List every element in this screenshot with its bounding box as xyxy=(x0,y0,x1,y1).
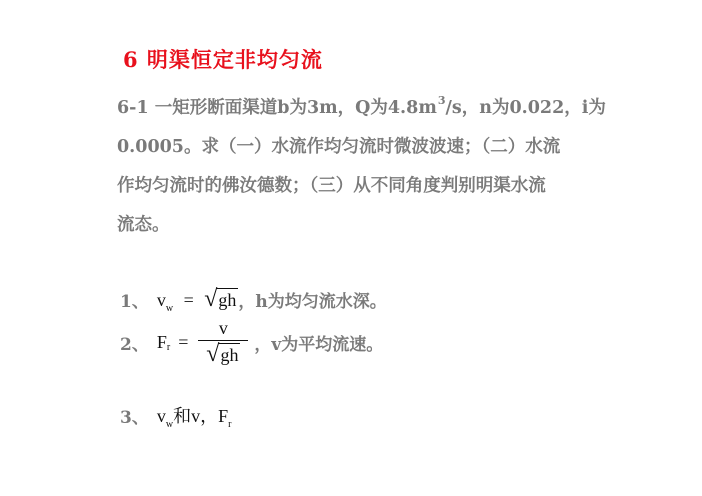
superscript-three: 3 xyxy=(437,94,446,107)
answer-3-formula xyxy=(157,402,232,428)
answer-1-number: 1、 xyxy=(120,292,149,312)
sqrt-gh xyxy=(204,288,238,311)
wave-speed-formula xyxy=(156,286,239,314)
formula-sub-r: r xyxy=(166,342,171,353)
answer-2-number: 2、 xyxy=(120,335,149,355)
fraction xyxy=(198,318,248,367)
answer-3 xyxy=(120,402,231,428)
problem-line-1-post: /s，n为0.022，i为 xyxy=(445,98,606,118)
formula-sub-w: w xyxy=(165,419,174,430)
formula-var-f: F xyxy=(156,332,167,352)
radicand-gh: gh xyxy=(218,290,237,310)
problem-line-1-pre: 6-1 一矩形断面渠道b为3m，Q为4.8m xyxy=(117,98,437,118)
formula-var-f: F xyxy=(218,406,229,426)
radicand-gh: gh xyxy=(220,345,239,365)
sqrt-icon: √ xyxy=(204,286,218,312)
problem-line-3: 作均匀流时的佛汝德数；（三）从不同角度判别明渠水流 xyxy=(117,176,546,196)
answer-1-text: ，h为均匀流水深。 xyxy=(238,292,387,312)
formula-sub-w: w xyxy=(165,303,174,314)
froude-formula xyxy=(157,318,255,367)
formula-var-v: v xyxy=(156,290,166,310)
formula-var-v: v xyxy=(156,406,166,426)
problem-line-4: 流态。 xyxy=(117,215,170,235)
problem-line-2: 0.0005。求（一）水流作均匀流时微波波速；（二）水流 xyxy=(117,137,561,157)
answer-3-mid-text: 和v， xyxy=(173,406,219,426)
problem-line-1 xyxy=(117,94,637,133)
formula-sub-r: r xyxy=(228,419,232,430)
answer-1 xyxy=(120,287,387,312)
sqrt-gh xyxy=(206,343,240,366)
answer-3-number: 3、 xyxy=(120,407,149,428)
answer-2-text: ，v为平均流速。 xyxy=(254,335,384,355)
equals-sign: = xyxy=(178,332,189,352)
section-title: 6 明渠恒定非均匀流 xyxy=(123,47,323,72)
answer-2 xyxy=(120,318,383,367)
equals-sign: = xyxy=(183,290,194,310)
sqrt-icon: √ xyxy=(206,341,220,367)
fraction-denominator xyxy=(206,341,240,367)
fraction-numerator: v xyxy=(198,318,248,341)
problem-statement xyxy=(117,94,637,250)
